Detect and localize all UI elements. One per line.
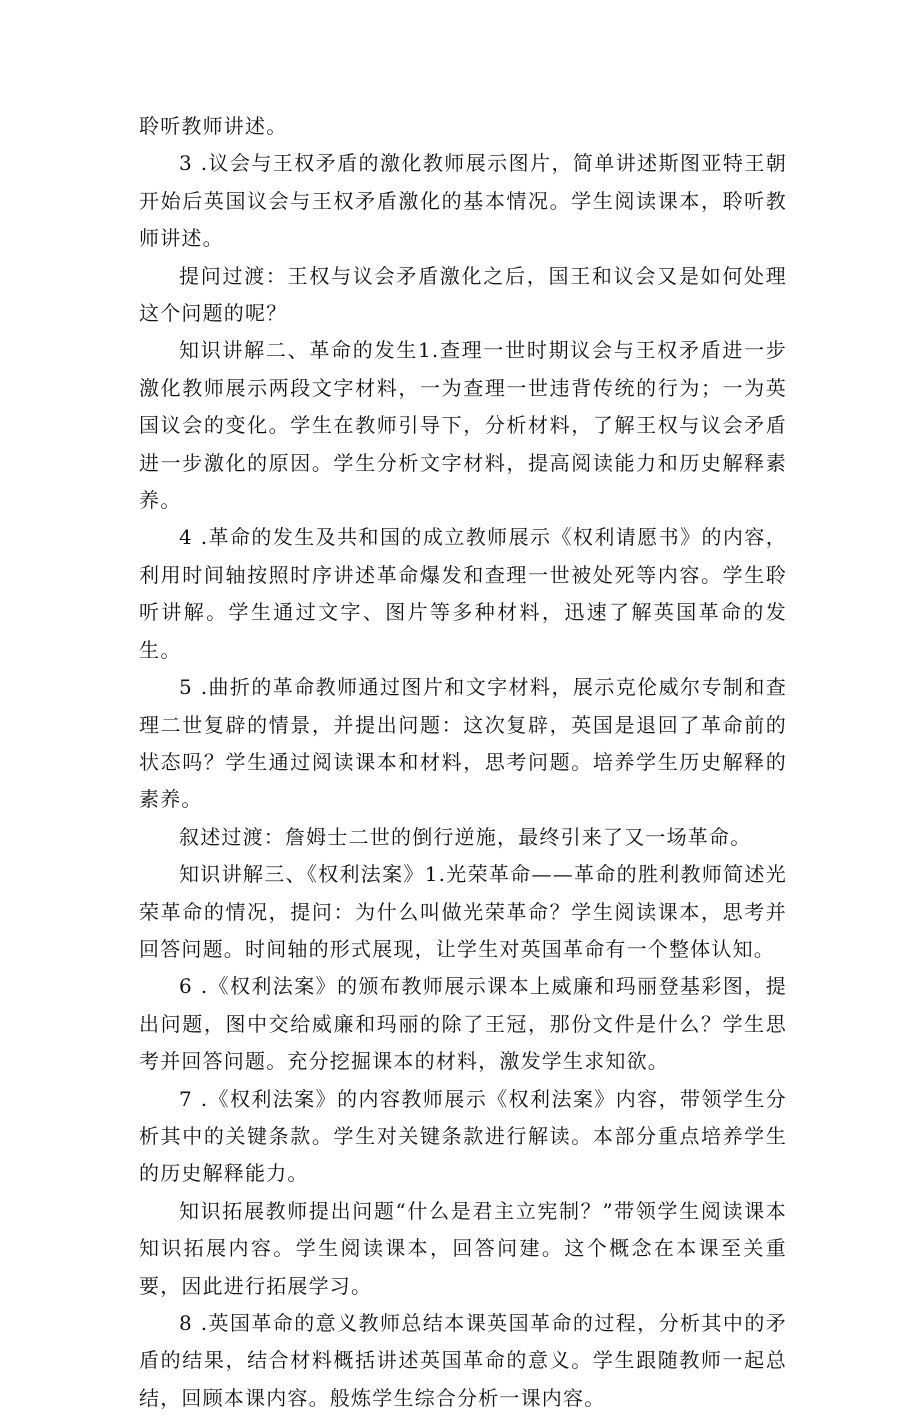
paragraph-transition-question: 提问过渡：王权与议会矛盾激化之后，国王和议会又是如何处理这个问题的呢？: [139, 263, 787, 326]
paragraph-item-4: 4 .革命的发生及共和国的成立教师展示《权利请愿书》的内容，利用时间轴按照时序讲述革命爆发和查理一世被处死等内容。学生聆听讲解。学生通过文字、图片等多种材料，迅速了解英国革命的发生。: [139, 525, 787, 662]
paragraph-item-3: 3 .议会与王权矛盾的激化教师展示图片，简单讲述斯图亚特王朝开始后英国议会与王权矛盾激化的基本情况。学生阅读课本，聆听教师讲述。: [139, 151, 787, 251]
paragraph-item-7: 7 .《权利法案》的内容教师展示《权利法案》内容，带领学生分析其中的关键条款。学生对关键条款进行解读。本部分重点培养学生的历史解释能力。: [139, 1086, 787, 1186]
paragraph-transition-narrative: 叙述过渡：詹姆士二世的倒行逆施，最终引来了又一场革命。: [179, 824, 752, 849]
body-text: [139, 108, 787, 1417]
paragraph-continuation: 聆听教师讲述。: [139, 114, 288, 138]
paragraph-item-8: 8 .英国革命的意义教师总结本课英国革命的过程，分析其中的矛盾的结果，结合材料概括讲述英国革命的意义。学生跟随教师一起总结，回顾本课内容。般炼学生综合分析一课内容。: [139, 1311, 787, 1410]
paragraph-item-5: 5 .曲折的革命教师通过图片和文字材料，展示克伦威尔专制和查理二世复辟的情景，并提出问题：这次复辟，英国是退回了革命前的状态吗？学生通过阅读课本和材料，思考问题。培养学生历史解释的素养。: [139, 675, 787, 812]
paragraph-knowledge-extension: 知识拓展教师提出问题“什么是君主立宪制？”带领学生阅读课本知识拓展内容。学生阅读课本，回答问建。这个概念在本课至关重要，因此进行拓展学习。: [139, 1198, 787, 1298]
paragraph-section-3: 知识讲解三、《权利法案》1.光荣革命——革命的胜利教师简述光荣革命的情况，提问：为什么叫做光荣革命？学生阅读课本，思考并回答问题。时间轴的形式展现，让学生对英国革命有一个整体认知。: [139, 862, 787, 961]
paragraph-item-6: 6 .《权利法案》的颁布教师展示课本上威廉和玛丽登基彩图，提出问题，图中交给威廉和玛丽的除了王冠，那份文件是什么？学生思考并回答问题。充分挖掘课本的材料，激发学生求知欲。: [139, 974, 787, 1074]
paragraph-section-2: 知识讲解二、革命的发生1.查理一世时期议会与王权矛盾进一步激化教师展示两段文字材料，一为查理一世违背传统的行为；一为英国议会的变化。学生在教师引导下，分析材料，了解王权与议会矛盾进一步激化的原因。学生分析文字材料，提高阅读能力和历史解释素养。: [139, 338, 787, 513]
